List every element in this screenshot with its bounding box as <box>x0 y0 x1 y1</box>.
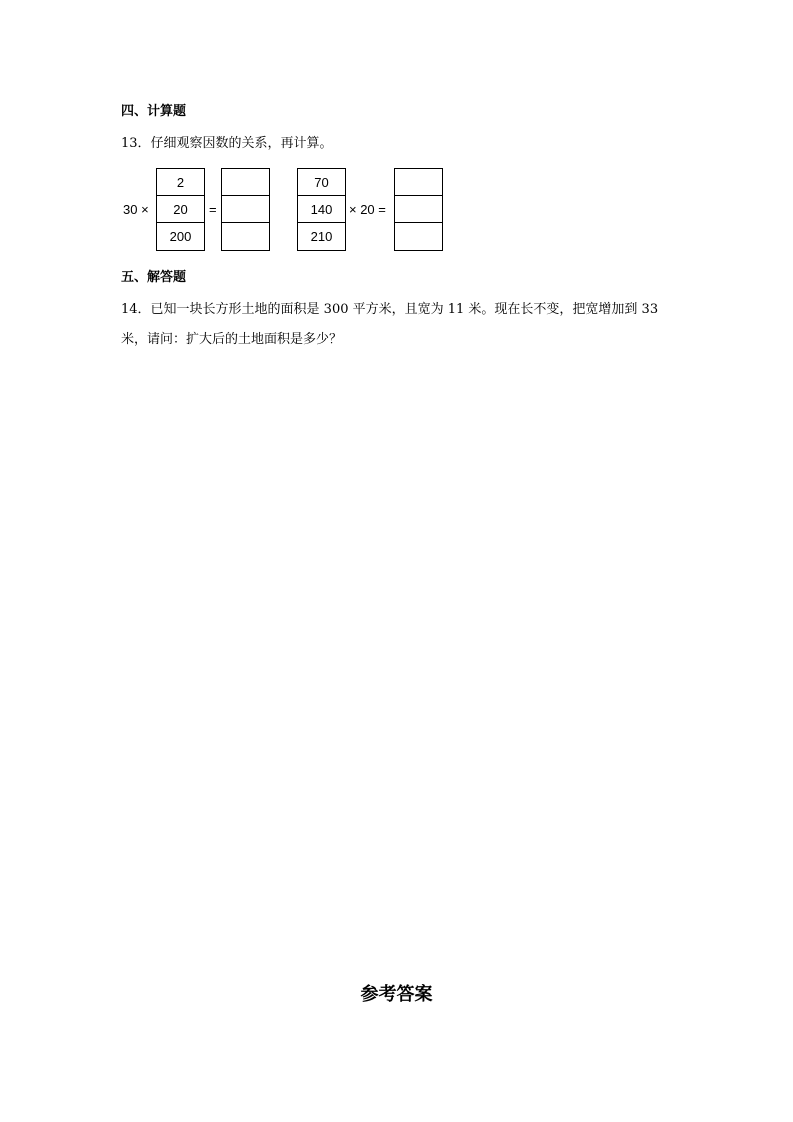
question-14-line-1: 14．已知一块长方形土地的面积是 300 平方米，且宽为 11 米。现在长不变，把宽增加到 33 <box>121 302 659 317</box>
section-heading-calculation: 四、计算题 <box>121 104 187 119</box>
question-13-prompt: 13．仔细观察因数的关系，再计算。 <box>121 136 333 151</box>
left-factor-cell-3: 200 <box>156 222 205 251</box>
left-multiplier-label: 30 × <box>123 202 149 217</box>
left-answer-cell-3[interactable] <box>221 222 270 251</box>
right-answer-cell-3[interactable] <box>394 222 443 251</box>
right-multiplier-label: × 20 = <box>349 202 386 217</box>
left-factor-cell-2: 20 <box>156 195 205 223</box>
right-factor-cell-2: 140 <box>297 195 346 223</box>
right-factor-cell-3: 210 <box>297 222 346 251</box>
left-equals-sign: = <box>209 202 217 217</box>
right-answer-cell-1[interactable] <box>394 168 443 196</box>
section-heading-word-problems: 五、解答题 <box>121 270 187 285</box>
answers-title: 参考答案 <box>360 984 433 1005</box>
left-answer-cell-2[interactable] <box>221 195 270 223</box>
question-14-line-2: 米，请问：扩大后的土地面积是多少？ <box>121 332 343 347</box>
left-answer-cell-1[interactable] <box>221 168 270 196</box>
right-answer-cell-2[interactable] <box>394 195 443 223</box>
left-factor-cell-1: 2 <box>156 168 205 196</box>
right-factor-cell-1: 70 <box>297 168 346 196</box>
